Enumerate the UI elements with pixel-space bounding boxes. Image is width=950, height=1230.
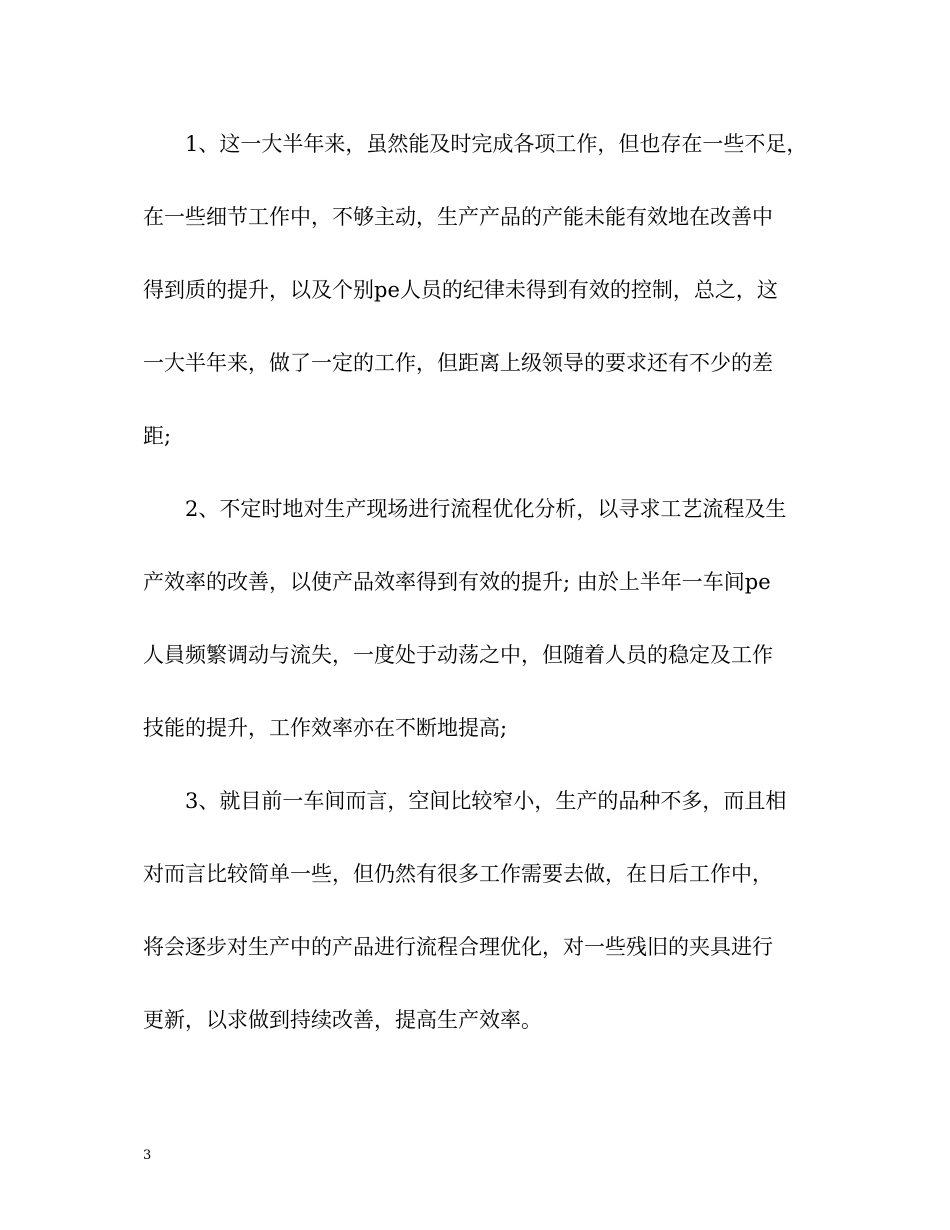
paragraph-2-line-4: 技能的提升，工作效率亦在不断地提高;	[143, 716, 508, 740]
page-number: 3	[143, 1148, 152, 1163]
paragraph-3-line-3: 将会逐步对生产中的产品进行流程合理优化，对一些残旧的夹具进行	[143, 935, 773, 959]
paragraph-2-line-3: 人員频繁调动与流失，一度处于动荡之中，但随着人员的稳定及工作	[143, 643, 773, 667]
paragraph-1-line-1: 1、这一大半年来，虽然能及时完成各项工作，但也存在一些不足，	[185, 132, 808, 156]
paragraph-1-line-5: 距;	[143, 424, 172, 448]
paragraph-1-line-4: 一大半年来，做了一定的工作，但距离上级领导的要求还有不少的差	[143, 351, 773, 375]
paragraph-1-line-2: 在一些细节工作中，不够主动，生产产品的产能未能有效地在改善中	[143, 205, 773, 229]
paragraph-3-line-1: 3、就目前一车间而言，空间比较窄小，生产的品种不多，而且相	[185, 789, 787, 813]
paragraph-3-line-2: 对而言比较简单一些，但仍然有很多工作需要去做，在日后工作中，	[143, 862, 773, 886]
paragraph-2-line-2: 产效率的改善，以使产品效率得到有效的提升; 由於上半年一车间pe	[143, 570, 771, 594]
paragraph-3-line-4: 更新，以求做到持续改善，提高生产效率。	[143, 1008, 542, 1032]
paragraph-2-line-1: 2、不定时地对生产现场进行流程优化分析，以寻求工艺流程及生	[185, 497, 787, 521]
body-text	[143, 123, 808, 1072]
paragraph-1-line-3: 得到质的提升，以及个别pe人员的纪律未得到有效的控制，总之，这	[143, 278, 778, 302]
